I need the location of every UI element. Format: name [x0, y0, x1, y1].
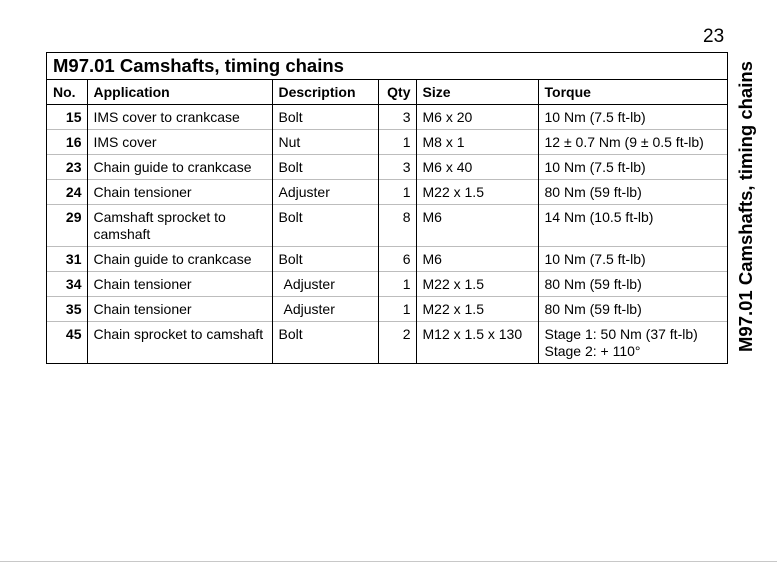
cell-description: Bolt [272, 105, 378, 130]
cell-qty: 3 [378, 155, 416, 180]
header-application: Application [87, 80, 272, 105]
cell-description: Adjuster [272, 272, 378, 297]
table-row [47, 322, 727, 364]
cell-application [87, 130, 272, 155]
cell-description: Adjuster [272, 180, 378, 205]
cell-qty: 1 [378, 180, 416, 205]
cell-torque [538, 272, 727, 297]
cell-torque [538, 247, 727, 272]
table-row [47, 155, 727, 180]
header-size: Size [416, 80, 538, 105]
cell-no: 24 [47, 180, 87, 205]
cell-qty: 3 [378, 105, 416, 130]
section-title: M97.01 Camshafts, timing chains [47, 53, 727, 80]
cell-torque [538, 297, 727, 322]
cell-torque [538, 155, 727, 180]
cell-size: M22 x 1.5 [416, 180, 538, 205]
cell-application-line: IMS cover [93, 134, 157, 150]
cell-size: M8 x 1 [416, 130, 538, 155]
cell-application-line: Chain guide to crankcase [93, 251, 252, 267]
cell-application [87, 322, 272, 364]
cell-application-line: Chain tensioner [93, 301, 192, 317]
torque-spec-table-container [46, 52, 728, 364]
cell-description: Nut [272, 130, 378, 155]
cell-description: Bolt [272, 247, 378, 272]
cell-qty: 2 [378, 322, 416, 364]
cell-size: M6 x 20 [416, 105, 538, 130]
cell-qty: 6 [378, 247, 416, 272]
cell-torque [538, 105, 727, 130]
cell-no: 45 [47, 322, 87, 364]
cell-application-line: Chain guide to crankcase [93, 159, 252, 175]
cell-application [87, 180, 272, 205]
cell-torque-line: 80 Nm (59 ft-lb) [544, 184, 642, 200]
cell-torque-line: 14 Nm (10.5 ft-lb) [544, 209, 654, 225]
table-row [47, 272, 727, 297]
cell-torque-line: 80 Nm (59 ft-lb) [544, 276, 642, 292]
cell-application [87, 297, 272, 322]
table-row [47, 180, 727, 205]
header-description: Description [272, 80, 378, 105]
cell-application-line: Camshaft sprocket to [93, 209, 226, 225]
cell-application-line: IMS cover to crankcase [93, 109, 240, 125]
cell-torque-line: Stage 2: + 110° [544, 343, 641, 359]
cell-size: M22 x 1.5 [416, 297, 538, 322]
cell-no: 23 [47, 155, 87, 180]
header-no: No. [47, 80, 87, 105]
cell-torque-line: 80 Nm (59 ft-lb) [544, 301, 642, 317]
cell-application-line: Chain tensioner [93, 276, 192, 292]
cell-torque [538, 322, 727, 364]
cell-no: 35 [47, 297, 87, 322]
cell-qty: 8 [378, 205, 416, 247]
cell-qty: 1 [378, 297, 416, 322]
page-number: 23 [703, 26, 725, 47]
cell-description: Bolt [272, 322, 378, 364]
cell-no: 16 [47, 130, 87, 155]
cell-application [87, 155, 272, 180]
cell-torque [538, 180, 727, 205]
table-header-row [47, 80, 727, 105]
table-row [47, 247, 727, 272]
side-section-title [733, 52, 759, 352]
cell-torque-line: 10 Nm (7.5 ft-lb) [544, 109, 646, 125]
cell-application [87, 205, 272, 247]
cell-no: 31 [47, 247, 87, 272]
cell-size: M22 x 1.5 [416, 272, 538, 297]
cell-size: M6 [416, 247, 538, 272]
cell-torque [538, 205, 727, 247]
cell-torque-line: 10 Nm (7.5 ft-lb) [544, 159, 646, 175]
cell-no: 34 [47, 272, 87, 297]
table-row [47, 105, 727, 130]
cell-torque-line: Stage 1: 50 Nm (37 ft-lb) [544, 326, 698, 342]
header-qty: Qty [378, 80, 416, 105]
side-section-title-text: M97.01 Camshafts, timing chains [735, 61, 756, 352]
cell-torque-line: 12 ± 0.7 Nm (9 ± 0.5 ft-lb) [544, 134, 704, 150]
cell-application [87, 105, 272, 130]
torque-spec-table [47, 80, 727, 363]
cell-qty: 1 [378, 272, 416, 297]
table-row [47, 130, 727, 155]
cell-application-line: Chain sprocket to camshaft [93, 326, 264, 342]
cell-no: 15 [65, 109, 82, 125]
cell-description: Bolt [272, 205, 378, 247]
cell-application-line: camshaft [93, 226, 151, 242]
cell-application [87, 247, 272, 272]
table-row [47, 205, 727, 247]
cell-size: M12 x 1.5 x 130 [416, 322, 538, 364]
cell-application-line: Chain tensioner [93, 184, 192, 200]
cell-torque [538, 130, 727, 155]
header-torque: Torque [538, 80, 727, 105]
cell-description: Bolt [272, 155, 378, 180]
cell-description: Adjuster [272, 297, 378, 322]
cell-torque-line: 10 Nm (7.5 ft-lb) [544, 251, 646, 267]
cell-size: M6 [416, 205, 538, 247]
table-row [47, 297, 727, 322]
cell-no: 29 [47, 205, 87, 247]
page-bottom-rule [0, 561, 777, 562]
cell-size: M6 x 40 [416, 155, 538, 180]
cell-application [87, 272, 272, 297]
cell-qty: 1 [378, 130, 416, 155]
